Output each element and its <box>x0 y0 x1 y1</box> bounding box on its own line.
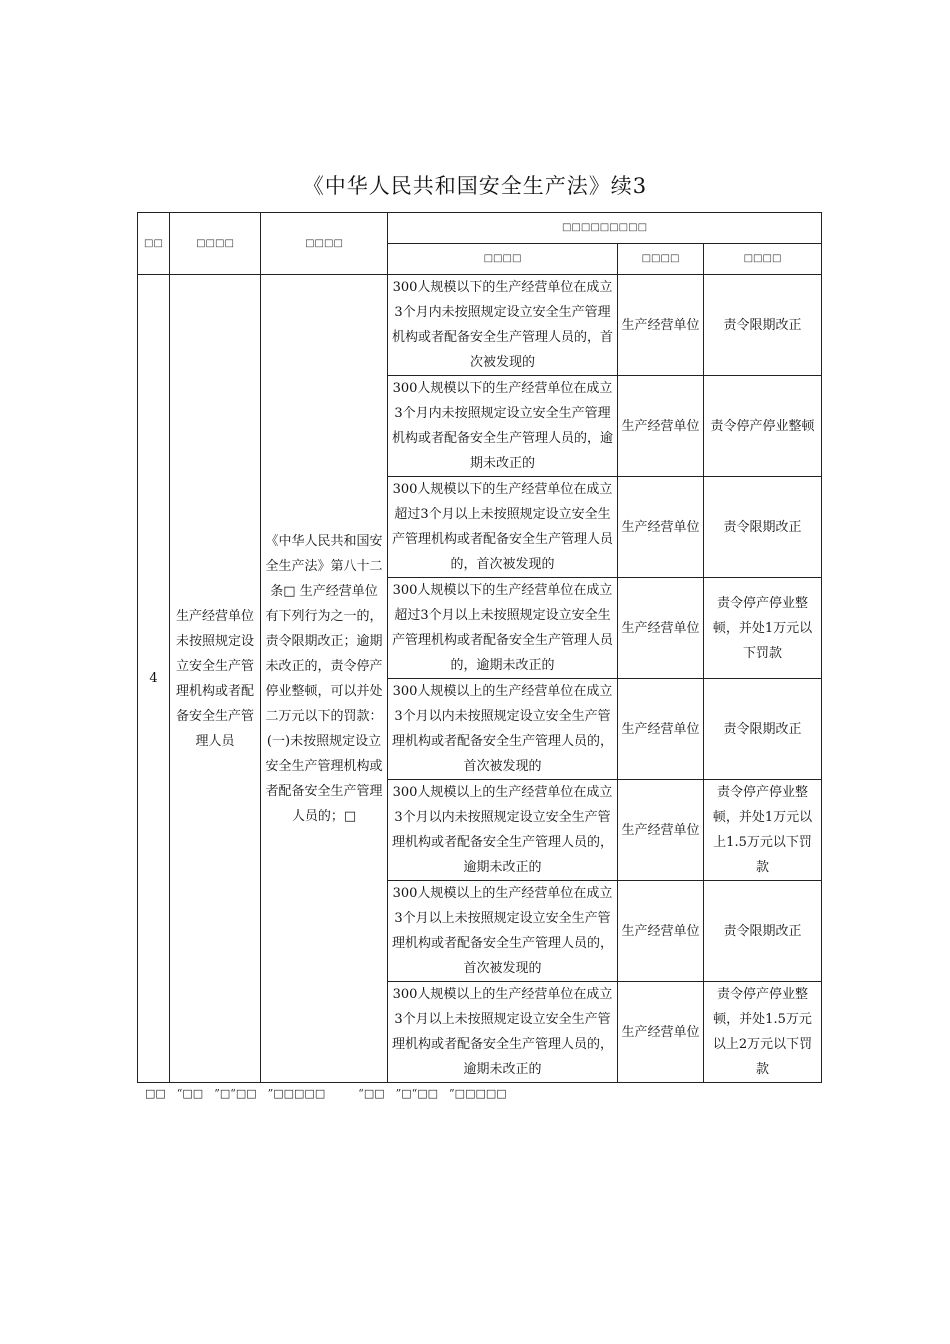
page-title: 《中华人民共和国安全生产法》续3 <box>302 174 648 198</box>
situation-cell: 300人规模以上的生产经营单位在成立3个月以内未按照规定设立安全生产管理机构或者配备安全生产管理人员的，逾期未改正的 <box>388 780 618 881</box>
penalty-cell: 责令限期改正 <box>704 679 822 780</box>
penalty-cell: 责令停产停业整顿，并处1.5万元以上2万元以下罚款 <box>704 982 822 1083</box>
penalty-cell: 责令限期改正 <box>704 881 822 982</box>
object-cell: 生产经营单位 <box>618 578 704 679</box>
header-standard: □□□□□□□□□ <box>388 213 822 244</box>
situation-cell: 300人规模以上的生产经营单位在成立3个月以上未按照规定设立安全生产管理机构或者配备安全生产管理人员的，首次被发现的 <box>388 881 618 982</box>
header-seq: □□ <box>138 213 170 275</box>
object-cell: 生产经营单位 <box>618 780 704 881</box>
header-basis: □□□□ <box>261 213 388 275</box>
penalty-cell: 责令停产停业整顿，并处1万元以上1.5万元以下罚款 <box>704 780 822 881</box>
object-cell: 生产经营单位 <box>618 982 704 1083</box>
penalty-cell: 责令限期改正 <box>704 477 822 578</box>
penalty-standard-table <box>137 212 822 1083</box>
header-object: □□□□ <box>618 244 704 275</box>
situation-cell: 300人规模以下的生产经营单位在成立超过3个月以上未按照规定设立安全生产管理机构或者配备安全生产管理人员的，逾期未改正的 <box>388 578 618 679</box>
situation-cell: 300人规模以下的生产经营单位在成立3个月内未按照规定设立安全生产管理机构或者配备安全生产管理人员的，逾期未改正的 <box>388 376 618 477</box>
penalty-cell: 责令停产停业整顿 <box>704 376 822 477</box>
header-violation: □□□□ <box>170 213 261 275</box>
situation-cell: 300人规模以上的生产经营单位在成立3个月以上未按照规定设立安全生产管理机构或者配备安全生产管理人员的，逾期未改正的 <box>388 982 618 1083</box>
object-cell: 生产经营单位 <box>618 477 704 578</box>
violation-cell: 生产经营单位未按照规定设立安全生产管理机构或者配备安全生产管理人员 <box>170 275 261 1083</box>
penalty-cell: 责令限期改正 <box>704 275 822 376</box>
situation-cell: 300人规模以上的生产经营单位在成立3个月以内未按照规定设立安全生产管理机构或者配备安全生产管理人员的，首次被发现的 <box>388 679 618 780</box>
situation-cell: 300人规模以下的生产经营单位在成立超过3个月以上未按照规定设立安全生产管理机构或者配备安全生产管理人员的，首次被发现的 <box>388 477 618 578</box>
header-situation: □□□□ <box>388 244 618 275</box>
object-cell: 生产经营单位 <box>618 679 704 780</box>
header-penalty: □□□□ <box>704 244 822 275</box>
row-seq: 4 <box>138 275 170 1083</box>
object-cell: 生产经营单位 <box>618 275 704 376</box>
object-cell: 生产经营单位 <box>618 881 704 982</box>
footnote: □□ “□□ ”□“□□ ”□□□□□ “□□ ”□“□□ ”□□□□□ <box>145 1087 507 1100</box>
object-cell: 生产经营单位 <box>618 376 704 477</box>
legal-basis-cell: 《中华人民共和国安全生产法》第八十二条□ 生产经营单位有下列行为之一的，责令限期改正；逾期未改正的，责令停产停业整顿，可以并处二万元以下的罚款：(一)未按照规定设立安全生产管理机构或者配备安全生产管理人员的；□ <box>261 275 388 1083</box>
situation-cell: 300人规模以下的生产经营单位在成立3个月内未按照规定设立安全生产管理机构或者配备安全生产管理人员的，首次被发现的 <box>388 275 618 376</box>
penalty-cell: 责令停产停业整顿，并处1万元以下罚款 <box>704 578 822 679</box>
